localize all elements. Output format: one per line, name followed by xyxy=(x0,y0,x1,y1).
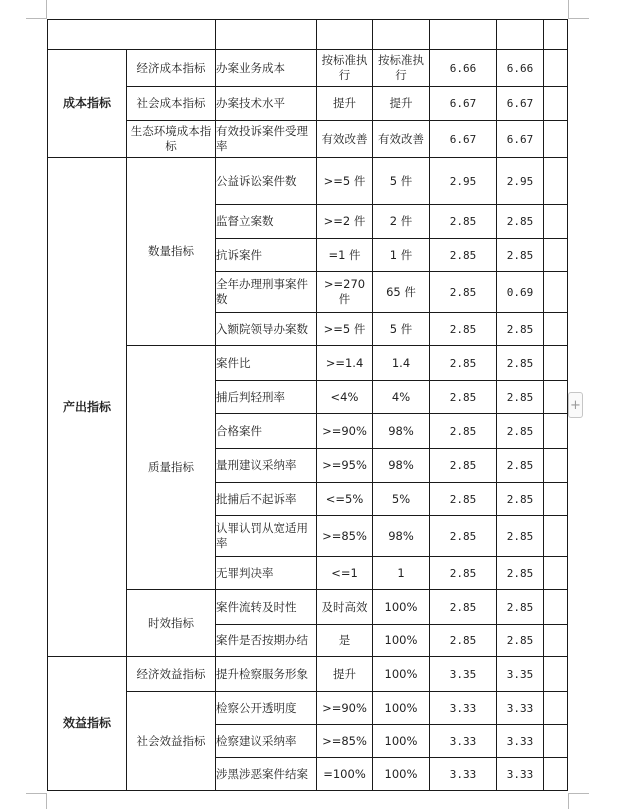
actual-value-cell: 100% xyxy=(373,590,430,625)
weight-cell: 3.33 xyxy=(430,758,497,791)
actual-value-cell: 5 件 xyxy=(373,313,430,346)
indicator-name-cell: 公益诉讼案件数 xyxy=(216,158,317,205)
indicator-name-cell: 办案技术水平 xyxy=(216,87,317,121)
target-value-cell: 提升 xyxy=(317,657,373,692)
remark-cell xyxy=(544,313,568,346)
header-cell xyxy=(317,20,373,50)
score-cell: 2.85 xyxy=(497,516,544,557)
score-cell: 6.67 xyxy=(497,121,544,158)
header-cell xyxy=(216,20,317,50)
weight-cell: 2.85 xyxy=(430,516,497,557)
actual-value-cell: 100% xyxy=(373,725,430,758)
actual-value-cell: 1 xyxy=(373,557,430,590)
target-value-cell: >=95% xyxy=(317,449,373,483)
target-value-cell: >=5 件 xyxy=(317,158,373,205)
score-cell: 6.66 xyxy=(497,50,544,87)
actual-value-cell: 有效改善 xyxy=(373,121,430,158)
weight-cell: 2.85 xyxy=(430,381,497,414)
target-value-cell: 有效改善 xyxy=(317,121,373,158)
weight-cell: 2.85 xyxy=(430,449,497,483)
target-value-cell: =1 件 xyxy=(317,239,373,272)
target-value-cell: >=2 件 xyxy=(317,205,373,239)
target-value-cell: >=270 件 xyxy=(317,272,373,313)
target-value-cell: <4% xyxy=(317,381,373,414)
indicator-name-cell: 案件流转及时性 xyxy=(216,590,317,625)
actual-value-cell: 100% xyxy=(373,657,430,692)
remark-cell xyxy=(544,483,568,516)
indicator-name-cell: 抗诉案件 xyxy=(216,239,317,272)
remark-cell xyxy=(544,121,568,158)
target-value-cell: 及时高效 xyxy=(317,590,373,625)
actual-value-cell: 按标准执行 xyxy=(373,50,430,87)
indicator-name-cell: 办案业务成本 xyxy=(216,50,317,87)
indicator-name-cell: 检察公开透明度 xyxy=(216,692,317,725)
weight-cell: 2.85 xyxy=(430,625,497,657)
indicator-name-cell: 提升检察服务形象 xyxy=(216,657,317,692)
table-row xyxy=(48,657,568,692)
indicator-name-cell: 捕后判轻刑率 xyxy=(216,381,317,414)
target-value-cell: 是 xyxy=(317,625,373,657)
level2-indicator-cell: 社会成本指标 xyxy=(127,87,216,121)
remark-cell xyxy=(544,516,568,557)
header-cell xyxy=(497,20,544,50)
score-cell: 3.33 xyxy=(497,692,544,725)
actual-value-cell: 4% xyxy=(373,381,430,414)
actual-value-cell: 提升 xyxy=(373,87,430,121)
remark-cell xyxy=(544,657,568,692)
indicator-name-cell: 入额院领导办案数 xyxy=(216,313,317,346)
score-cell: 0.69 xyxy=(497,272,544,313)
weight-cell: 2.85 xyxy=(430,590,497,625)
level2-indicator-cell: 生态环境成本指标 xyxy=(127,121,216,158)
weight-cell: 6.66 xyxy=(430,50,497,87)
score-cell: 3.33 xyxy=(497,725,544,758)
remark-cell xyxy=(544,557,568,590)
indicator-name-cell: 监督立案数 xyxy=(216,205,317,239)
score-cell: 2.85 xyxy=(497,346,544,381)
score-cell: 2.85 xyxy=(497,239,544,272)
weight-cell: 3.33 xyxy=(430,692,497,725)
weight-cell: 2.85 xyxy=(430,483,497,516)
table-body xyxy=(48,20,568,791)
indicator-name-cell: 案件比 xyxy=(216,346,317,381)
indicator-name-cell: 案件是否按期办结 xyxy=(216,625,317,657)
actual-value-cell: 100% xyxy=(373,625,430,657)
crop-mark-bottom-left xyxy=(26,793,47,809)
actual-value-cell: 2 件 xyxy=(373,205,430,239)
indicator-name-cell: 有效投诉案件受理率 xyxy=(216,121,317,158)
level2-indicator-cell: 经济效益指标 xyxy=(127,657,216,692)
score-cell: 3.35 xyxy=(497,657,544,692)
remark-cell xyxy=(544,725,568,758)
remark-cell xyxy=(544,692,568,725)
weight-cell: 2.85 xyxy=(430,205,497,239)
score-cell: 2.85 xyxy=(497,381,544,414)
performance-indicator-table xyxy=(47,19,568,791)
header-cell xyxy=(373,20,430,50)
score-cell: 2.85 xyxy=(497,590,544,625)
level2-indicator-cell: 质量指标 xyxy=(127,346,216,590)
score-cell: 2.95 xyxy=(497,158,544,205)
target-value-cell: >=85% xyxy=(317,725,373,758)
score-cell: 2.85 xyxy=(497,625,544,657)
remark-cell xyxy=(544,50,568,87)
indicator-name-cell: 合格案件 xyxy=(216,414,317,449)
actual-value-cell: 5% xyxy=(373,483,430,516)
indicator-name-cell: 无罪判决率 xyxy=(216,557,317,590)
actual-value-cell: 5 件 xyxy=(373,158,430,205)
remark-cell xyxy=(544,449,568,483)
weight-cell: 2.95 xyxy=(430,158,497,205)
weight-cell: 2.85 xyxy=(430,239,497,272)
weight-cell: 6.67 xyxy=(430,87,497,121)
score-cell: 2.85 xyxy=(497,313,544,346)
actual-value-cell: 100% xyxy=(373,692,430,725)
target-value-cell: >=85% xyxy=(317,516,373,557)
target-value-cell: =100% xyxy=(317,758,373,791)
level1-indicator-cell: 产出指标 xyxy=(48,158,127,657)
level2-indicator-cell: 社会效益指标 xyxy=(127,692,216,791)
crop-mark-top-right xyxy=(568,0,589,19)
target-value-cell: <=5% xyxy=(317,483,373,516)
indicator-name-cell: 批捕后不起诉率 xyxy=(216,483,317,516)
target-value-cell: >=90% xyxy=(317,692,373,725)
weight-cell: 2.85 xyxy=(430,346,497,381)
remark-cell xyxy=(544,205,568,239)
score-cell: 2.85 xyxy=(497,483,544,516)
indicator-name-cell: 检察建议采纳率 xyxy=(216,725,317,758)
score-cell: 2.85 xyxy=(497,449,544,483)
actual-value-cell: 98% xyxy=(373,516,430,557)
indicator-name-cell: 认罪认罚从宽适用率 xyxy=(216,516,317,557)
expand-plus-icon[interactable]: + xyxy=(568,392,583,418)
level2-indicator-cell: 时效指标 xyxy=(127,590,216,657)
remark-cell xyxy=(544,381,568,414)
target-value-cell: >=90% xyxy=(317,414,373,449)
remark-cell xyxy=(544,239,568,272)
weight-cell: 3.35 xyxy=(430,657,497,692)
actual-value-cell: 1.4 xyxy=(373,346,430,381)
crop-mark-top-left xyxy=(26,0,47,19)
header-cell xyxy=(430,20,497,50)
indicator-name-cell: 涉黑涉恶案件结案 xyxy=(216,758,317,791)
score-cell: 3.33 xyxy=(497,758,544,791)
level2-indicator-cell: 数量指标 xyxy=(127,158,216,346)
remark-cell xyxy=(544,625,568,657)
weight-cell: 2.85 xyxy=(430,557,497,590)
actual-value-cell: 1 件 xyxy=(373,239,430,272)
actual-value-cell: 98% xyxy=(373,414,430,449)
crop-mark-bottom-right xyxy=(568,793,589,809)
actual-value-cell: 100% xyxy=(373,758,430,791)
target-value-cell: >=1.4 xyxy=(317,346,373,381)
weight-cell: 6.67 xyxy=(430,121,497,158)
actual-value-cell: 65 件 xyxy=(373,272,430,313)
weight-cell: 3.33 xyxy=(430,725,497,758)
weight-cell: 2.85 xyxy=(430,272,497,313)
header-cell xyxy=(48,20,216,50)
weight-cell: 2.85 xyxy=(430,313,497,346)
target-value-cell: 按标准执行 xyxy=(317,50,373,87)
level1-indicator-cell: 效益指标 xyxy=(48,657,127,791)
indicator-name-cell: 量刑建议采纳率 xyxy=(216,449,317,483)
weight-cell: 2.85 xyxy=(430,414,497,449)
target-value-cell: <=1 xyxy=(317,557,373,590)
remark-cell xyxy=(544,346,568,381)
remark-cell xyxy=(544,272,568,313)
table-row xyxy=(48,50,568,87)
score-cell: 2.85 xyxy=(497,205,544,239)
score-cell: 6.67 xyxy=(497,87,544,121)
level2-indicator-cell: 经济成本指标 xyxy=(127,50,216,87)
remark-cell xyxy=(544,87,568,121)
target-value-cell: >=5 件 xyxy=(317,313,373,346)
remark-cell xyxy=(544,590,568,625)
header-cell xyxy=(544,20,568,50)
score-cell: 2.85 xyxy=(497,557,544,590)
level1-indicator-cell: 成本指标 xyxy=(48,50,127,158)
remark-cell xyxy=(544,414,568,449)
indicator-name-cell: 全年办理刑事案件数 xyxy=(216,272,317,313)
remark-cell xyxy=(544,158,568,205)
target-value-cell: 提升 xyxy=(317,87,373,121)
table-header-row xyxy=(48,20,568,50)
table-row xyxy=(48,158,568,205)
actual-value-cell: 98% xyxy=(373,449,430,483)
score-cell: 2.85 xyxy=(497,414,544,449)
remark-cell xyxy=(544,758,568,791)
